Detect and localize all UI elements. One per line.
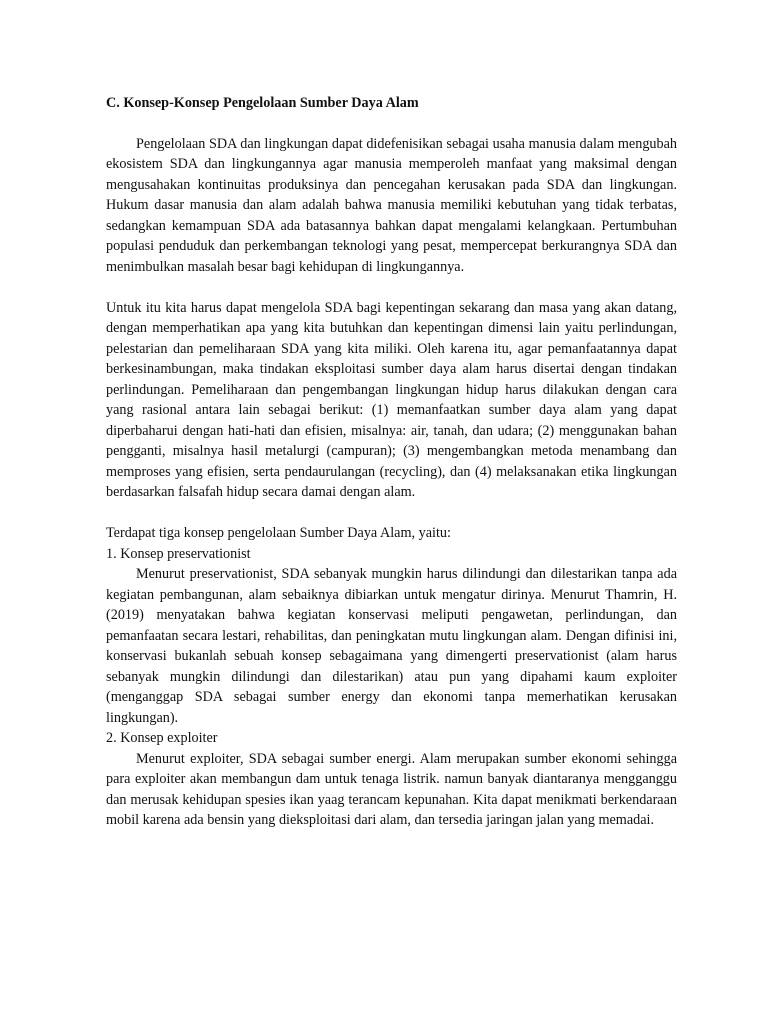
paragraph-untuk-itu: Untuk itu kita harus dapat mengelola SDA bagi kepentingan sekarang dan masa yang akan datang, dengan memperhatikan apa yang kita butuhkan dan kepentingan dimensi lain yaitu perlindungan, pelestarian dan pemeliharaan SDA yang kita miliki. Oleh karena itu, agar pemanfaatannya dapat berkesinambungan, maka tindakan eksploitasi sumber daya alam harus disertai dengan tindakan perlindungan. Pemeliharaan dan pengembangan lingkungan hidup harus dilakukan dengan cara yang rasional antara lain sebagai berikut: (1) memanfaatkan sumber daya alam yang dapat diperbaharui dengan hati-hati dan efisien, misalnya: air, tanah, dan udara; (2) menggunakan bahan pengganti, misalnya hasil metalurgi (campuran); (3) mengembangkan metoda menambang dan memproses yang efisien, serta pendaurulangan (recycling), dan (4) melaksanakan etika lingkungan berdasarkan falsafah hidup secara damai dengan alam. xyxy=(106,299,677,500)
concept-1-body: Menurut preservationist, SDA sebanyak mungkin harus dilindungi dan dilestarikan tanpa ada kegiatan pembangunan, alam sebaiknya dibiarkan untuk mengatur dirinya. Menurut Thamrin, H. (2019) menyatakan bahwa kegiatan konservasi meliputi pengawetan, perlindungan, dan pemanfaatan secara lestari, rehabilitas, dan peningkatan mutu lingkungan alam. Dengan difinisi ini, konservasi bukanlah sebuah konsep sebagaimana yang dimengerti preservationist (alam harus sebanyak mungkin dilindungi dan dilestarikan) atau pun yang dipahami kaum exploiter (menganggap SDA sebagai sumber energy dan ekonomi tanpa memerhatikan kerusakan lingkungan). xyxy=(106,566,677,726)
paragraph-pengelolaan: Pengelolaan SDA dan lingkungan dapat didefenisikan sebagai usaha manusia dalam mengubah ekosistem SDA dan lingkungannya agar manusia memperoleh manfaat yang maksimal dengan mengusahakan kontinuitas produksinya dan pencegahan kerusakan pada SDA dan lingkungan. Hukum dasar manusia dan alam adalah bahwa manusia memiliki kebutuhan yang tidak terbatas, sedangkan kemampuan SDA ada batasannya bahkan dapat mengalami kelangkaan. Pertumbuhan populasi penduduk dan perkembangan teknologi yang pesat, mempercepat berkurangnya SDA dan menimbulkan masalah besar bagi kehidupan di lingkungannya. xyxy=(106,135,677,275)
intro-paragraph: Terdapat tiga konsep pengelolaan Sumber Daya Alam, yaitu: xyxy=(106,525,451,541)
concept-1-title: 1. Konsep preservationist xyxy=(106,545,251,562)
document-body xyxy=(106,93,677,831)
concept-2-body: Menurut exploiter, SDA sebagai sumber energi. Alam merupakan sumber ekonomi sehingga para exploiter akan membangun dam untuk tenaga listrik. namun banyak diantaranya mengganggu dan merusak kehidupan spesies ikan yaag terancam kepunahan. Kita dapat menikmati berkendaraan mobil karena ada bensin yang dieksploitasi dari alam, dan tersedia jaringan jalan yang memadai. xyxy=(106,750,677,828)
section-heading: C. Konsep-Konsep Pengelolaan Sumber Daya Alam xyxy=(106,95,419,111)
concept-2-title: 2. Konsep exploiter xyxy=(106,730,218,746)
